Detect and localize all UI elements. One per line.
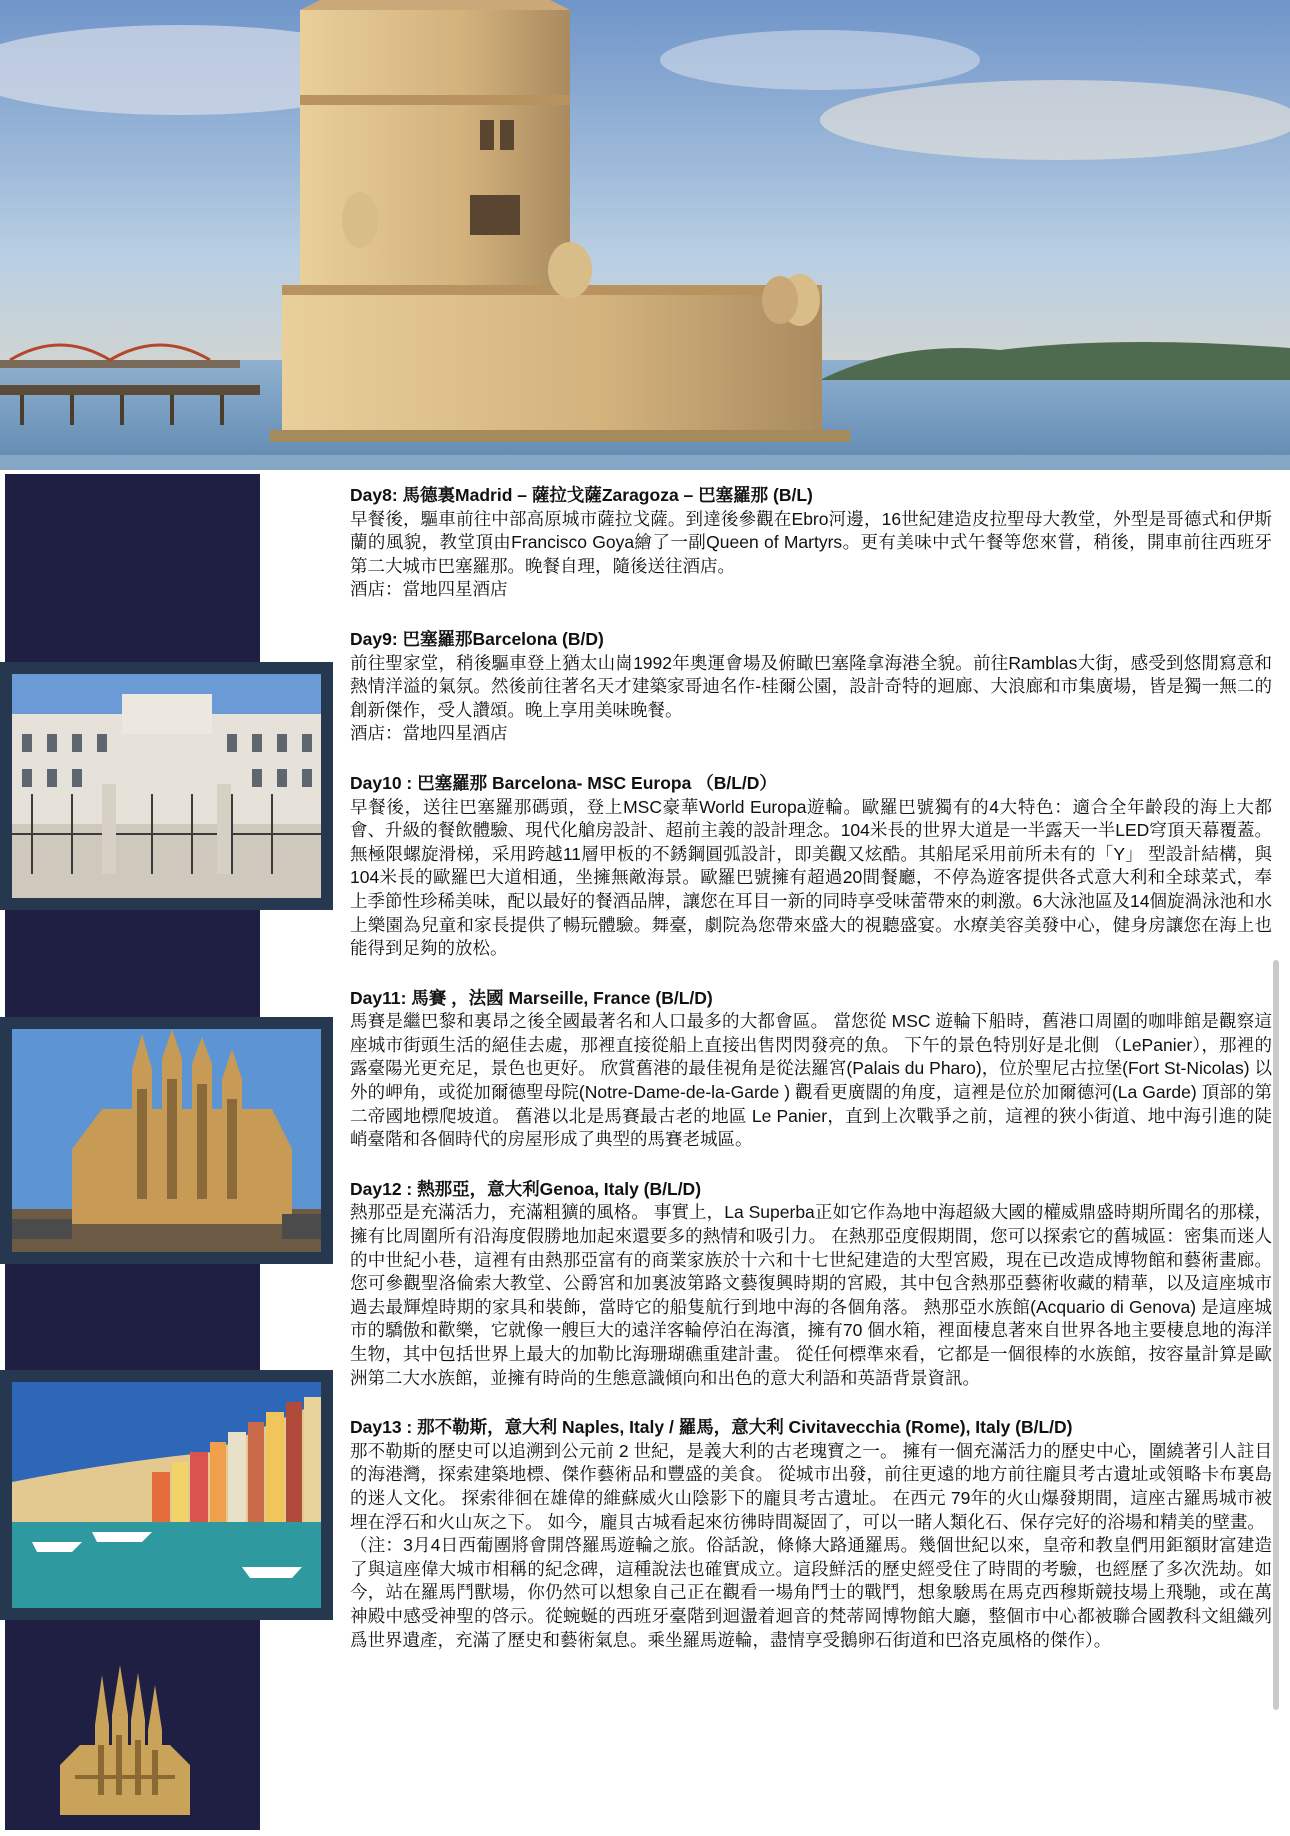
cathedral-emblem-icon xyxy=(50,1665,200,1825)
day-12-section xyxy=(350,1178,1272,1390)
day-title: Day10 : 巴塞羅那 Barcelona- MSC Europa （B/L/D） xyxy=(350,772,777,793)
itinerary-content xyxy=(350,484,1272,1678)
day-description: 那不勒斯的歷史可以追溯到公元前 2 世紀，是義大利的古老瑰寶之一。 擁有一個充滿活力的歷史中心，圍繞著引人註目的海港灣，探索建築地標、傑作藝術品和豐盛的美食。 從城市出發，前往更遠的地方前往龐貝考古遺址或領略卡布裏島的迷人文化。 探索徘徊在雄偉的維蘇威火山陰影下的龐貝考古遺址。 在西元 79年的火山爆發期間，這座古羅馬城市被埋在浮石和火山灰之下。 如今，龐貝古城看起來彷彿時間凝固了，可以一睹人類化石、保存完好的浴場和精美的壁畫。 xyxy=(350,1440,1272,1532)
day-13-section xyxy=(350,1416,1272,1652)
day-description: 馬賽是繼巴黎和裏昂之後全國最著名和人口最多的大都會區。 當您從 MSC 遊輪下船時，舊港口周圍的咖啡館是觀察這座城市街頭生活的絕佳去處，那裡直接從船上直接出售閃閃發亮的魚。 下午的景色特別好是北側 （LePanier），那裡的露臺陽光更充足，景色也更好。 欣賞舊港的最佳視角是從法羅宮(Palais du Pharo)，位於聖尼古拉堡(Fort St-Nicolas) 以外的岬角，或從加爾德聖母院(Notre-Dame-de-la-Garde ) 觀看更廣闊的角度，這裡是位於加爾德河(La Garde) 頂部的第二帝國地標爬坡道。 舊港以北是馬賽最古老的地區 Le Panier，直到上次戰爭之前，這裡的狹小街道、地中海引進的陡峭臺階和各個時代的房屋形成了典型的馬賽老城區。 xyxy=(350,1011,1272,1150)
day-11-section xyxy=(350,987,1272,1152)
day-8-section xyxy=(350,484,1272,602)
day-description: 前往聖家堂，稍後驅車登上猶太山崗1992年奧運會場及俯瞰巴塞隆拿海港全貌。前往Ramblas大街，感受到悠閒寫意和熱情洋溢的氣氛。然後前往著名天才建築家哥迪名作-桂爾公園，設計奇特的迴廊、大浪廊和市集廣場，皆是獨一無二的創新傑作，受人讚頌。晚上享用美味晚餐。 xyxy=(350,652,1272,720)
day-title: Day13 : 那不勒斯，意大利 Naples, Italy / 羅馬，意大利 Civitavecchia (Rome), Italy (B/L/D) xyxy=(350,1417,1073,1438)
day-title: Day12 : 熱那亞，意大利Genoa, Italy (B/L/D) xyxy=(350,1178,702,1199)
photo-harbor-town xyxy=(0,1370,333,1620)
day-title: Day8: 馬德裏Madrid – 薩拉戈薩Zaragoza – 巴塞羅那 (B/L) xyxy=(350,485,813,505)
day-description: 熱那亞是充滿活力，充滿粗獷的風格。 事實上，La Superba正如它作為地中海超級大國的權威鼎盛時期所聞名的那樣，擁有比周圍所有沿海度假勝地加起來還要多的熱情和吸引力。 在熱那亞度假期間，您可以探索它的舊城區：密集而迷人的中世紀小巷，這裡有由熱那亞富有的商業家族於十六和十七世紀建造的大型宮殿，現在已改造成博物館和藝術畫廊。 您可參觀聖洛倫索大教堂、公爵宮和加裏波第路文藝復興時期的宮殿，其中包含熱那亞藝術收藏的精華，以及這座城市過去最輝煌時期的家具和裝飾，當時它的船隻航行到地中海的各個角落。 熱那亞水族館(Acquario di Genova) 是這座城市的驕傲和歡樂，它就像一艘巨大的遠洋客輪停泊在海濱，擁有70 個水箱，裡面棲息著來自世界各地主要棲息地的海洋生物，其中包括世界上最大的加勒比海珊瑚礁重建計畫。 從任何標準來看，它都是一個很棒的水族館，按容量計算是歐洲第二大水族館，並擁有時尚的生態意識傾向和出色的意大利語和英語背景資訊。 xyxy=(350,1202,1272,1388)
hotel-info: 酒店：當地四星酒店 xyxy=(350,723,508,744)
photo-royal-palace-madrid xyxy=(0,662,333,910)
day-title: Day11: 馬賽 ，法國 Marseille, France (B/L/D) xyxy=(350,987,713,1008)
day-9-section xyxy=(350,628,1272,746)
hotel-info: 酒店：當地四星酒店 xyxy=(350,579,508,600)
day-description: 早餐後，驅車前往中部高原城市薩拉戈薩。到達後參觀在Ebro河邊，16世紀建造皮拉聖母大教堂，外型是哥德式和伊斯蘭的風貌，教堂頂由Francisco Goya繪了一副Queen of Martyrs。更有美味中式午餐等您來嘗，稍後，開車前往西班牙第二大城市巴塞羅那。晚餐自理，隨後送往酒店。 xyxy=(350,508,1272,576)
photo-sagrada-familia xyxy=(0,1017,333,1264)
day-title: Day9: 巴塞羅那Barcelona (B/D) xyxy=(350,628,604,649)
scrollbar-thumb[interactable] xyxy=(1273,960,1279,1710)
day-note: （注：3月4日西葡團將會開啓羅馬遊輪之旅。俗話說，條條大路通羅馬。幾個世紀以來，皇帝和教皇們用鉅額財富建造了與這座偉大城市相稱的紀念碑，這種說法也確實成立。這段鮮活的歷史經受住了時間的考驗，也經歷了多次洗劫。如今，站在羅馬鬥獸場，你仍然可以想象自己正在觀看一場角鬥士的戰鬥，想象駿馬在馬克西穆斯競技場上飛馳，或在萬神殿中感受神聖的啓示。從蜿蜒的西班牙臺階到迴盪着迴音的梵蒂岡博物館大廳，整個市中心都被聯合國教科文組織列爲世界遺產，充滿了歷史和藝術氣息。乘坐羅馬遊輪，盡情享受鵝卵石街道和巴洛克風格的傑作）。 xyxy=(350,1535,1272,1650)
day-10-section xyxy=(350,772,1272,961)
day-description: 早餐後，送往巴塞羅那碼頭，登上MSC豪華World Europa遊輪。歐羅巴號獨有的4大特色：適合全年齡段的海上大都會、升級的餐飲體驗、現代化艙房設計、超前主義的設計理念。104米長的世界大道是一半露天一半LED穹頂天幕覆蓋。無極限螺旋滑梯，采用跨越11層甲板的不銹鋼圓弧設計，即美觀又炫酷。其船尾采用前所未有的「Y」 型設計結構，與104米長的歐羅巴大道相通，坐擁無敵海景。歐羅巴號擁有超過20間餐廳，不停為遊客提供各式意大利和全球菜式，奉上季節性珍稀美味，配以最好的餐酒品牌，讓您在耳目一新的同時享受味蕾帶來的刺激。6大泳池區及14個旋渦泳池和水上樂園為兒童和家長提供了暢玩體驗。舞臺，劇院為您帶來盛大的視聽盛宴。水療美容美發中心，健身房讓您在海上也能得到足夠的放松。 xyxy=(350,796,1272,959)
hero-photo-belem-tower xyxy=(0,0,1290,470)
